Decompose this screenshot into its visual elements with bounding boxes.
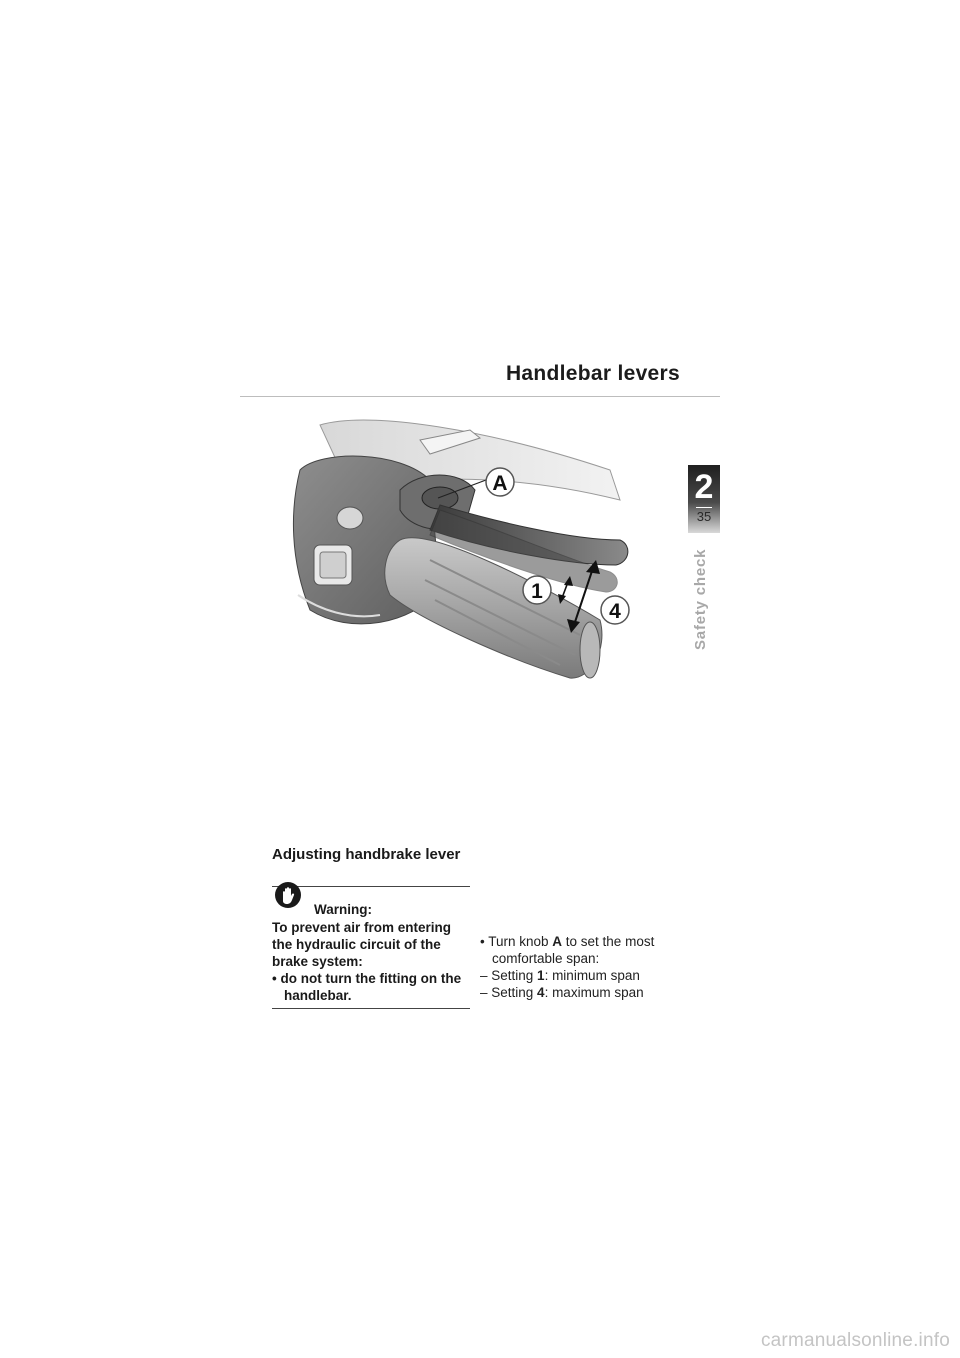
setting-value: 1	[537, 968, 545, 983]
knob-reference: A	[552, 934, 563, 949]
instructions	[480, 933, 690, 1001]
setting-text: : maximum span	[544, 985, 644, 1000]
callout-4-label: 4	[609, 600, 621, 623]
instruction-setting-1	[480, 967, 690, 984]
setting-text: – Setting	[480, 985, 538, 1000]
chapter-tab	[688, 465, 720, 533]
warning-box	[272, 886, 470, 1009]
instruction-setting-4	[480, 984, 690, 1001]
watermark: carmanualsonline.info	[760, 1330, 950, 1351]
hand-stop-icon	[274, 881, 302, 909]
chapter-divider	[696, 507, 712, 508]
instruction-text: to set the most comfortable span:	[492, 934, 655, 966]
lever-drawing	[290, 410, 650, 700]
setting-text: : minimum span	[544, 968, 640, 983]
instruction-text: • Turn knob	[480, 934, 553, 949]
section-heading: Adjusting handbrake lever	[272, 846, 461, 863]
page-number: 35	[696, 509, 712, 524]
instruction-turn-knob	[480, 933, 690, 967]
callout-1-label: 1	[531, 580, 543, 603]
warning-text: To prevent air from entering the hydraulic circuit of the brake system:	[272, 920, 452, 969]
warning-label: Warning:	[314, 902, 372, 917]
title-divider	[240, 396, 720, 397]
setting-text: – Setting	[480, 968, 538, 983]
chapter-number: 2	[694, 468, 714, 506]
setting-value: 4	[537, 985, 545, 1000]
page-title: Handlebar levers	[505, 362, 680, 385]
callout-a-label: A	[492, 472, 508, 495]
warning-bullet: • do not turn the fitting on the handlebar.	[272, 971, 462, 1003]
handlebar-lever-illustration	[290, 410, 650, 700]
section-side-label: Safety check	[692, 548, 709, 650]
